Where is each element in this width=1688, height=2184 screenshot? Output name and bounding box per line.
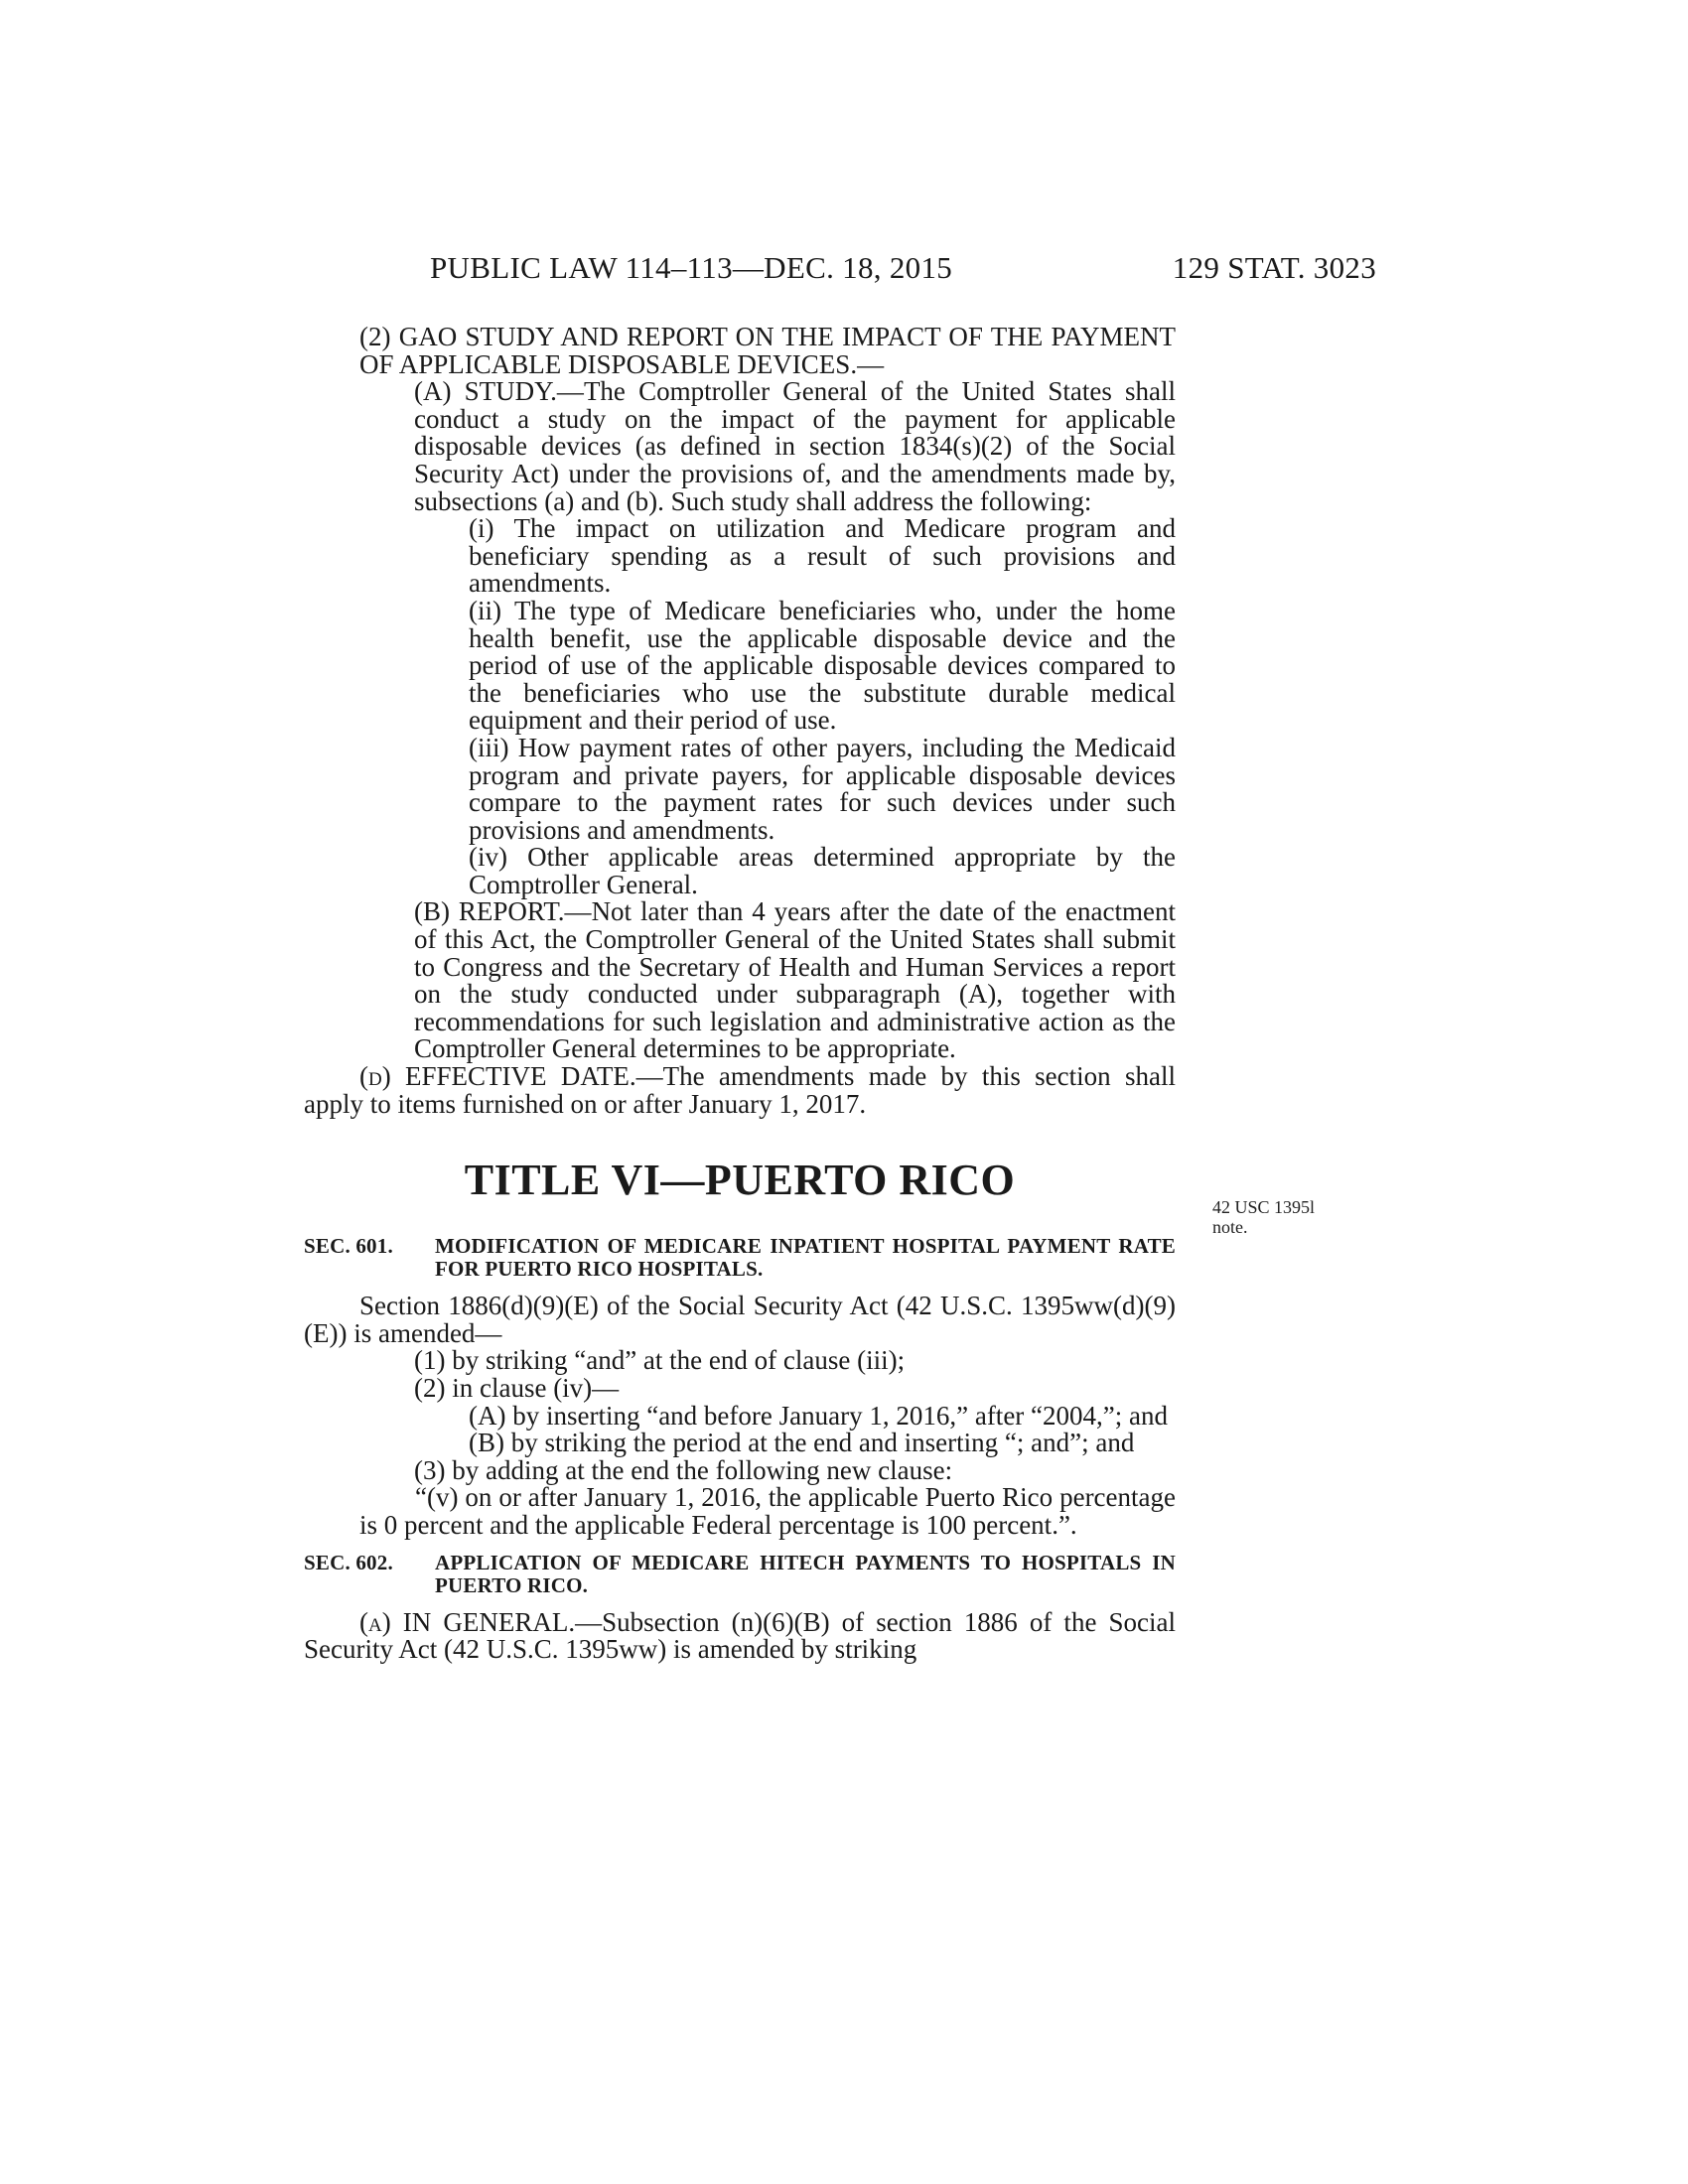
subparagraph-a-label: (A) STUDY.—: [414, 376, 584, 407]
marginal-note-line1: 42 USC 1395l: [1212, 1197, 1316, 1217]
section-601-new-clause: “(v) on or after January 1, 2016, the applicable Puerto Rico percentage is 0 percent and the applicable Federal percentage is 100 percent.”.: [359, 1482, 1176, 1540]
page-number: 129 STAT. 3023: [1172, 250, 1376, 285]
running-header-left: PUBLIC LAW 114–113—DEC. 18, 2015: [430, 250, 953, 285]
section-601-item-2b: (B) by striking the period at the end and inserting “; and”; and: [469, 1428, 1135, 1458]
subparagraph-b-text: Not later than 4 years after the date of the enactment of this Act, the Comptroller General of the United States shall submit to Congress and the Secretary of Health and Human Services a report on the study conducted under subparagraph (A), together with recommendations for such legislation and administrative action as the Comptroller General determines to be appropriate.: [414, 896, 1176, 1064]
marginal-note: [1212, 1197, 1315, 1237]
clause-iii: (iii) How payment rates of other payers, including the Medicaid program and private payers, for applicable disposable devices compare to the payment rates for such devices under such provisions and amendments.: [469, 732, 1176, 845]
section-602-label: SEC. 602.: [304, 1550, 393, 1574]
subparagraph-b: [304, 898, 1176, 1063]
section-602-subsection-a-text: Subsection (n)(6)(B) of section 1886 of the Social Security Act (42 U.S.C. 1395ww) is amended by striking: [304, 1606, 1176, 1665]
subsection-d: [304, 1063, 1176, 1118]
page-body: [304, 324, 1176, 1664]
subparagraph-a-text: The Comptroller General of the United States shall conduct a study on the impact of the payment for applicable disposable devices (as defined in section 1834(s)(2) of the Social Security Act) under the provisions of, and the amendments made by, subsections (a) and (b). Such study shall address the following:: [414, 376, 1176, 516]
subsection-d-text: The amendments made by this section shall apply to items furnished on or after January 1, 2017.: [304, 1061, 1176, 1119]
marginal-note-line2: note.: [1212, 1217, 1248, 1237]
section-602-subsection-a-label: (a) IN GENERAL.—: [359, 1606, 603, 1637]
subparagraph-a: [304, 378, 1176, 515]
section-601-heading: [304, 1235, 1176, 1281]
section-601-item-1: (1) by striking “and” at the end of clause (iii);: [414, 1345, 906, 1376]
section-601-item-2: (2) in clause (iv)—: [414, 1373, 620, 1403]
clause-ii: (ii) The type of Medicare beneficiaries who, under the home health benefit, use the applicable disposable device and the period of use of the applicable disposable devices compared to the beneficiaries who use the substitute durable medical equipment and their period of use.: [469, 595, 1176, 736]
subparagraph-b-label: (B) REPORT.—: [414, 896, 592, 927]
clause-i: (i) The impact on utilization and Medicare program and beneficiary spending as a result of such provisions and amendments.: [469, 513, 1176, 599]
title-heading: TITLE VI—PUERTO RICO: [464, 1156, 1016, 1205]
section-601-title: MODIFICATION OF MEDICARE INPATIENT HOSPITAL PAYMENT RATE FOR PUERTO RICO HOSPITALS.: [435, 1234, 1176, 1282]
section-601-label: SEC. 601.: [304, 1234, 393, 1259]
paragraph-2-heading: (2) GAO STUDY AND REPORT ON THE IMPACT OF THE PAYMENT OF APPLICABLE DISPOSABLE DEVICES.—: [359, 322, 1176, 379]
section-601-item-3: (3) by adding at the end the following new clause:: [414, 1454, 953, 1485]
subsection-d-label: (d) EFFECTIVE DATE.—: [359, 1061, 663, 1092]
section-602-title: APPLICATION OF MEDICARE HITECH PAYMENTS TO HOSPITALS IN PUERTO RICO.: [435, 1550, 1176, 1597]
section-602-heading: [304, 1552, 1176, 1597]
section-602-subsection-a: [304, 1606, 1176, 1665]
section-601-item-2a: (A) by inserting “and before January 1, 2016,” after “2004,”; and: [469, 1400, 1168, 1431]
clause-iv: (iv) Other applicable areas determined appropriate by the Comptroller General.: [469, 842, 1176, 899]
section-601-intro: Section 1886(d)(9)(E) of the Social Security Act (42 U.S.C. 1395ww(d)(9)(E)) is amended—: [304, 1291, 1176, 1348]
